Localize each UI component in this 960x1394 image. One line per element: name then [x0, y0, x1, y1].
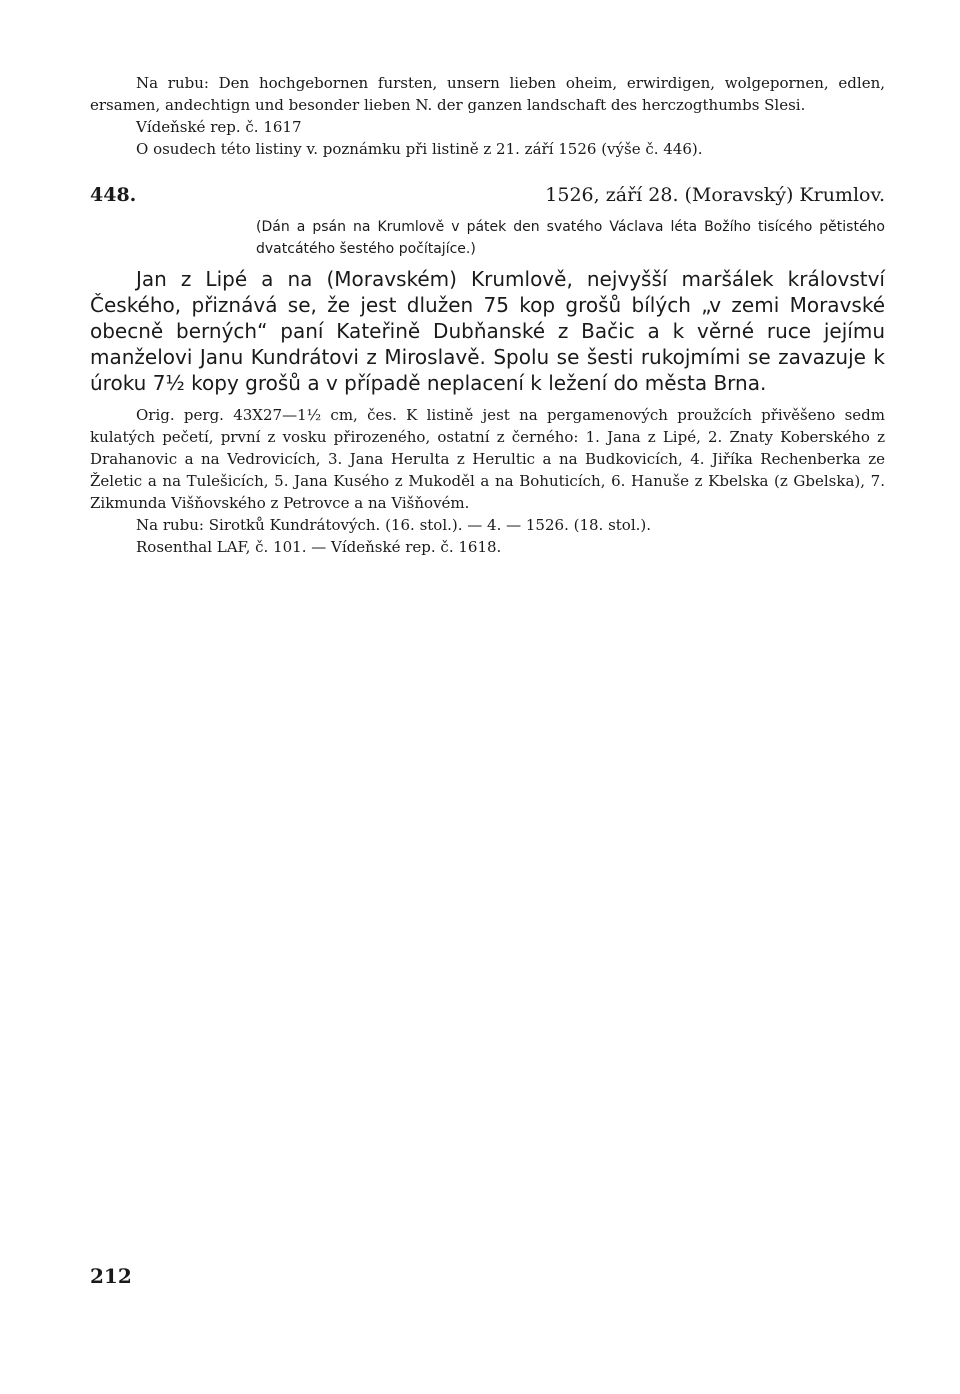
entry-date-place: 1526, září 28. (Moravský) Krumlov.: [545, 184, 885, 206]
entry-verso-note: Na rubu: Sirotků Kundrátových. (16. stol.). — 4. — 1526. (18. stol.).: [136, 516, 652, 534]
original-description: Orig. perg. 43X27—1½ cm, čes. K listině jest na pergamenových proužcích přivěšeno sedm kulatých pečetí, první z vosku přirozeného, ostatní z černého: 1. Jana z Lipé, 2. Znaty Koberského z Drahanovic a na Vedrovicích, 3. Jana Herulta z Herultic a na Budkovicích, 4. Jiříka Rechenberka ze Želetic a na Tulešicích, 5. Jana Kusého z Mukoděl a na Bohuticích, 6. Hanuše z Kbelska (z Gbelska), 7. Zikmunda Višňovského z Petrovce a na Višňovém.: [90, 406, 885, 512]
previous-verso-note: Na rubu: Den hochgebornen fursten, unsern lieben oheim, erwirdigen, wolgepornen, edlen, ersamen, andechtign und besonder lieben N. der ganzen landschaft des herczogthumbs Slesi.: [90, 74, 885, 114]
entry-header: [90, 184, 885, 216]
page-content: [90, 72, 885, 558]
page-number: 212: [90, 1264, 132, 1288]
entry-number: 448.: [90, 184, 137, 206]
entry-references: Rosenthal LAF, č. 101. — Vídeňské rep. č. 1618.: [136, 538, 502, 556]
previous-repertory-reference: Vídeňské rep. č. 1617: [136, 118, 302, 136]
previous-entry-notes: [90, 72, 885, 160]
previous-fate-note: O osudech této listiny v. poznámku při listině z 21. září 1526 (výše č. 446).: [136, 140, 703, 158]
entry-regest: Jan z Lipé a na (Moravském) Krumlově, nejvyšší maršálek království Českého, přiznává se, že jest dlužen 75 kop grošů bílých „v zemi Moravské obecně berných“ paní Kateřině Dubňanské z Bačic a k věrné ruce jejímu manželovi Janu Kundrátovi z Miroslavě. Spolu se šesti rukojmími se zavazuje k úroku 7½ kopy grošů a v případě neplacení k ležení do města Brna.: [90, 267, 885, 395]
entry-dating-clause: (Dán a psán na Krumlově v pátek den svatého Václava léta Božího tisícého pětistého dvatcátého šestého počítajíce.): [256, 219, 885, 257]
entry-notes: [90, 404, 885, 558]
